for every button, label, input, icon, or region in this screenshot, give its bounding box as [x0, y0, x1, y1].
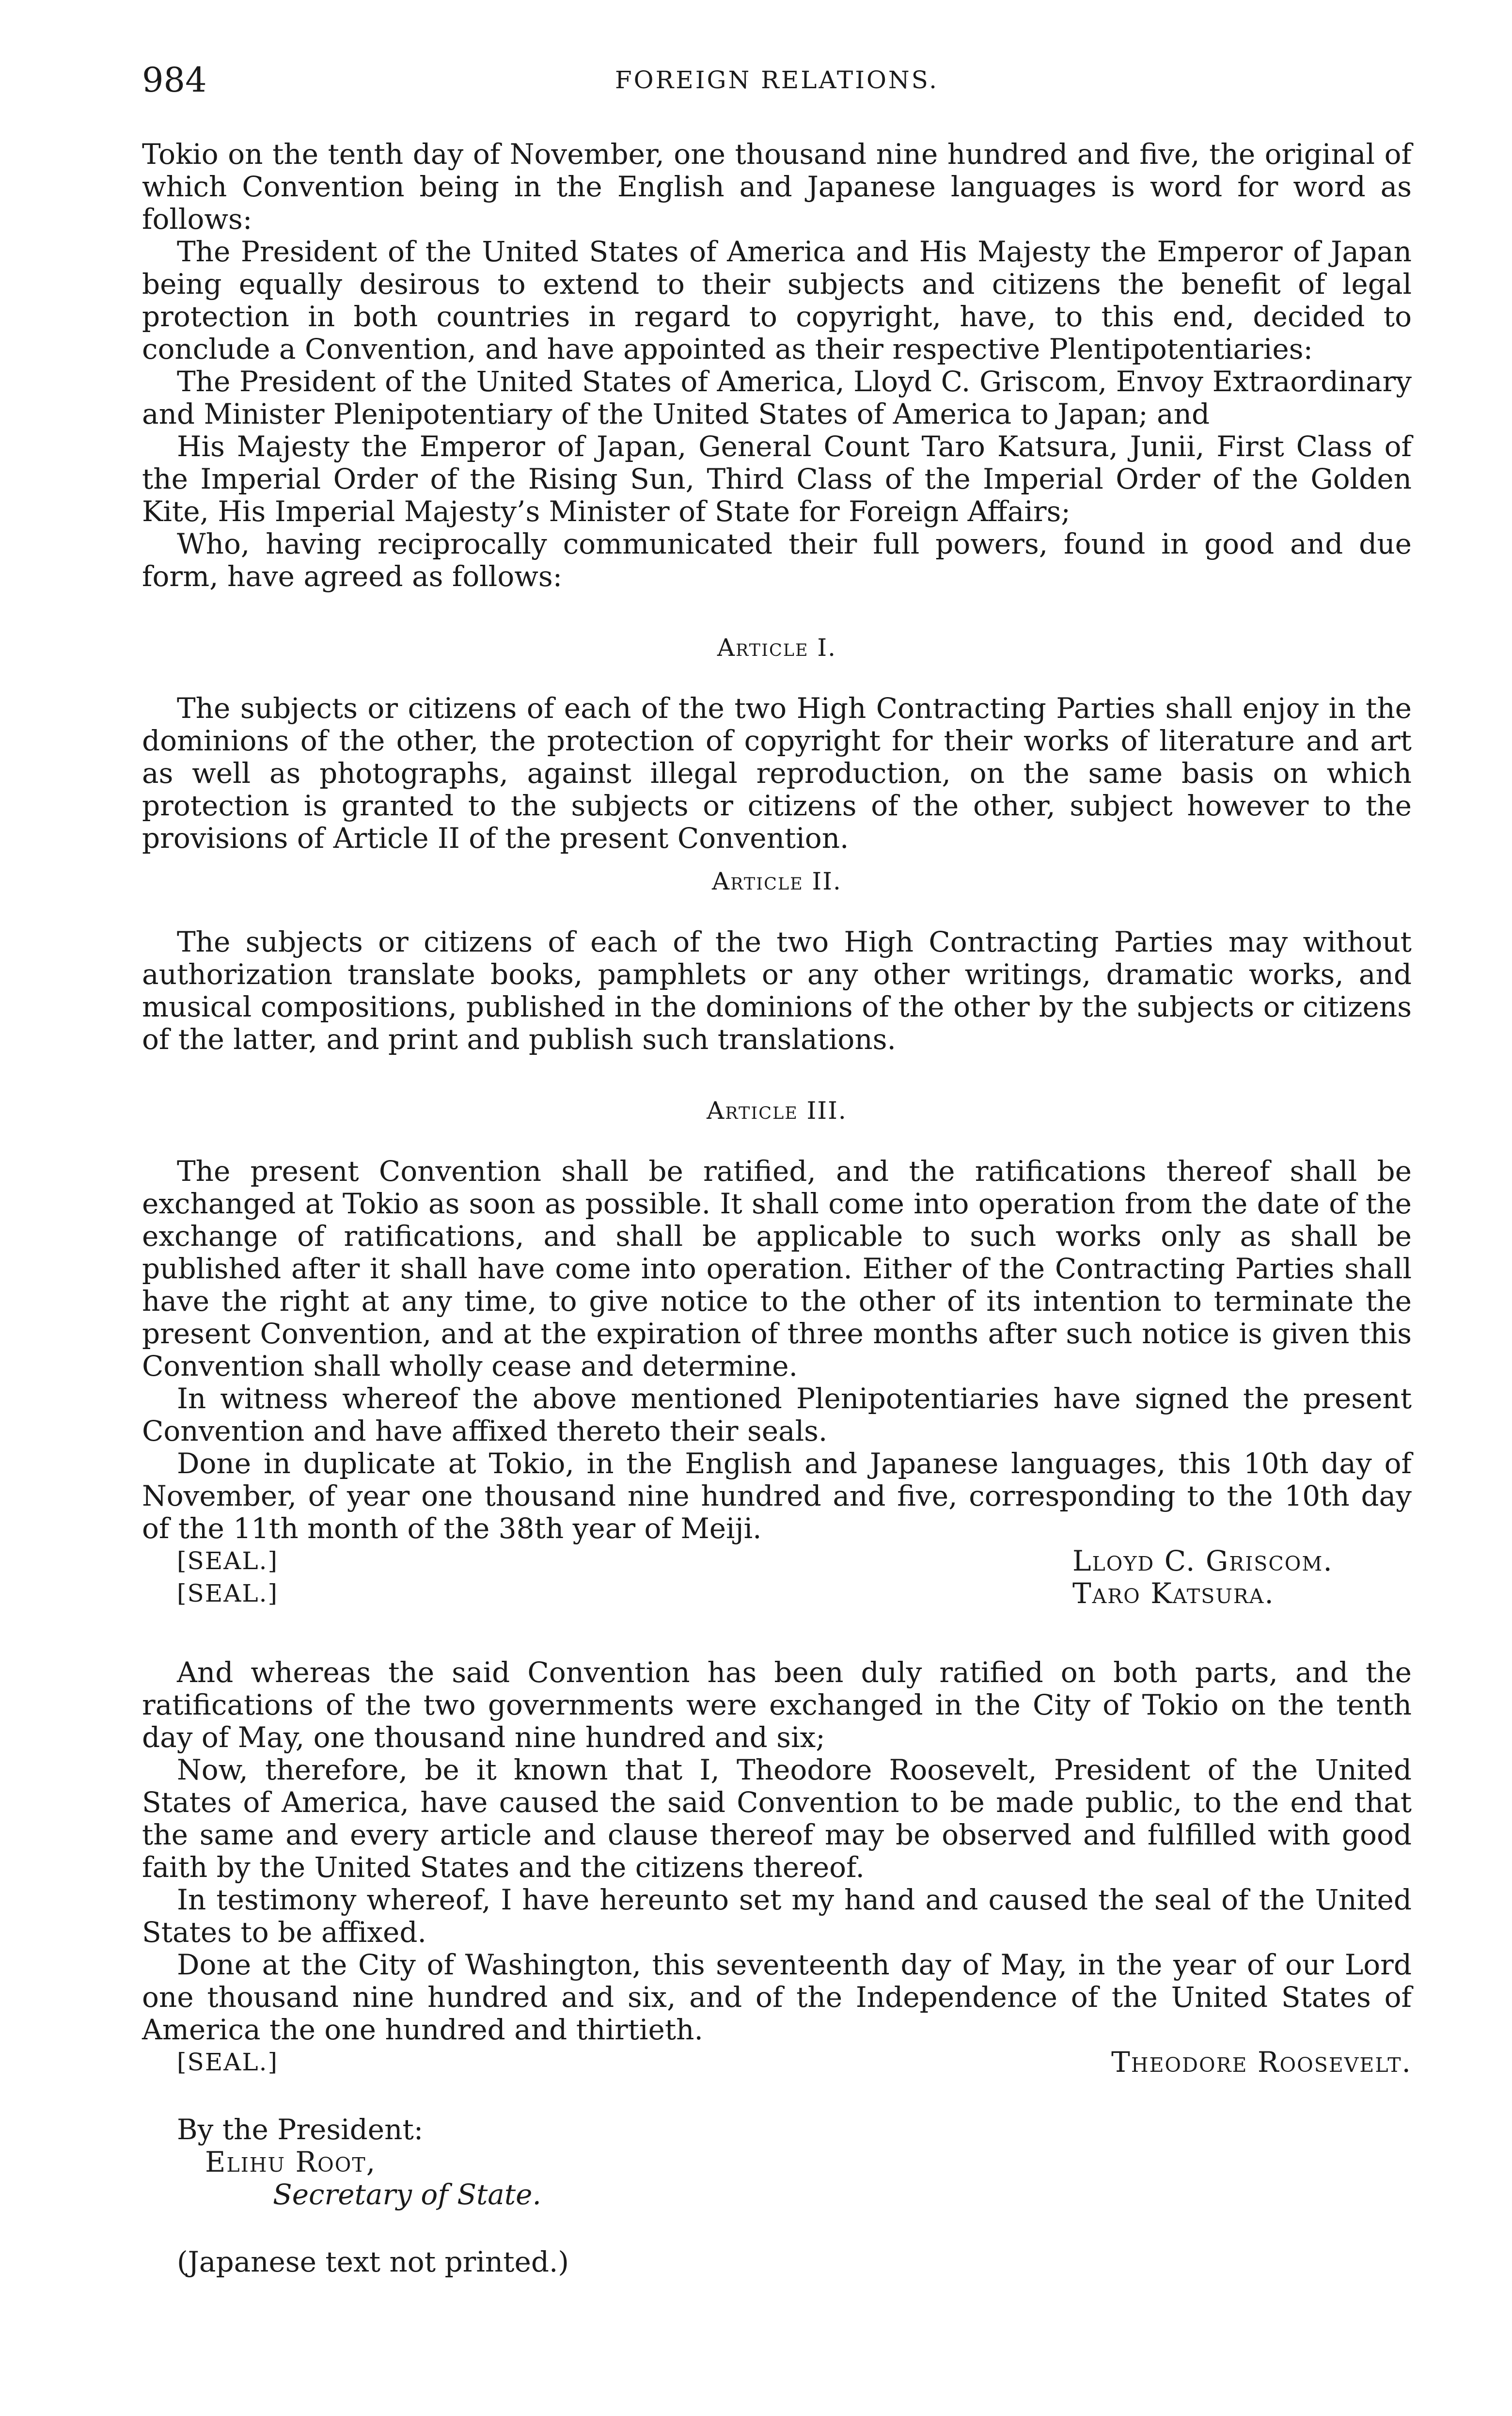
secretary-title: Secretary of State. — [273, 2178, 541, 2211]
document-body — [142, 138, 1412, 2278]
closing-paragraph: Done in duplicate at Tokio, in the English and Japanese languages, this 10th day of November, of year one thousand nine hundred and five, corresponding to the 10th day of the 11th month of the 38th year of Meiji. — [142, 1447, 1412, 1545]
president-name: Theodore Roosevelt. — [1111, 2046, 1412, 2079]
article-text: The subjects or citizens of each of the two High Contracting Parties may without authorization translate books, pamphlets or any other writings, dramatic works, and musical compositions, published in the dominions of the other by the subjects or citizens of the latter, and print and publish such translations. — [142, 925, 1412, 1056]
signatory-name: Taro Katsura. — [1072, 1577, 1275, 1610]
page-header — [142, 53, 1412, 107]
president-signature-row — [142, 2046, 1412, 2079]
running-title: FOREIGN RELATIONS. — [614, 66, 939, 94]
article-text: The present Convention shall be ratified, and the ratifications thereof shall be exchanged at Tokio as soon as possible. It shall come into operation from the date of the exchange of ratifications, and shall be applicable to such works only as shall be published after it shall have come into operation. Either of the Contracting Parties shall have the right at any time, to give notice to the other of its intention to terminate the present Convention, and at the expiration of three months after such notice is given this Convention shall wholly cease and determine. — [142, 1155, 1412, 1383]
intro-paragraph: The President of the United States of America, Lloyd C. Griscom, Envoy Extraordinary and Minister Plenipotentiary of the United States of America to Japan; and — [142, 365, 1412, 430]
intro-paragraph: The President of the United States of America and His Majesty the Emperor of Japan being equally desirous to extend to their subjects and citizens the benefit of legal protection in both countries in regard to copyright, have, to this end, decided to conclude a Convention, and have appointed as their respective Plentipotentiaries: — [142, 235, 1412, 366]
proclamation-paragraph: In testimony whereof, I have hereunto set my hand and caused the seal of the United States to be affixed. — [142, 1883, 1412, 1949]
editorial-note: (Japanese text not printed.) — [177, 2245, 569, 2278]
intro-paragraph: His Majesty the Emperor of Japan, General Count Taro Katsura, Junii, First Class of the Imperial Order of the Rising Sun, Third Class of the Imperial Order of the Golden Kite, His Imperial Majesty’s Minister of State for Foreign Affairs; — [142, 430, 1412, 528]
by-the-president: By the President: — [177, 2113, 424, 2146]
proclamation-paragraph: Done at the City of Washington, this seventeenth day of May, in the year of our Lord one thousand nine hundred and six, and of the Independence of the United States of America the one hundred and thirtieth. — [142, 1948, 1412, 2046]
article-text: The subjects or citizens of each of the two High Contracting Parties shall enjoy in the dominions of the other, the protection of copyright for their works of literature and art as well as photographs, against illegal reproduction, on the same basis on which protection is granted to the subjects or citizens of the other, subject however to the provisions of Article II of the present Convention. — [142, 692, 1412, 855]
page-number: 984 — [142, 60, 207, 100]
secretary-name: Elihu Root, — [205, 2146, 377, 2178]
intro-paragraph: Who, having reciprocally communicated their full powers, found in good and due form, have agreed as follows: — [142, 527, 1412, 593]
signatory-name: Lloyd C. Griscom. — [1072, 1544, 1333, 1577]
proclamation-paragraph: Now, therefore, be it known that I, Theodore Roosevelt, President of the United States of America, have caused the said Convention to be made public, to the end that the same and every article and clause thereof may be observed and fulfilled with good faith by the United States and the citizens thereof. — [142, 1753, 1412, 1884]
seal-mark: [SEAL.] — [177, 1547, 278, 1575]
article-heading: Article III. — [707, 1097, 847, 1125]
spacer — [142, 1610, 1412, 1656]
signature-row — [142, 1545, 1412, 1577]
closing-paragraph: In witness whereof the above mentioned Plenipotentiaries have signed the present Convention and have affixed thereto their seals. — [142, 1382, 1412, 1447]
proclamation-paragraph: And whereas the said Convention has been duly ratified on both parts, and the ratifications of the two governments were exchanged in the City of Tokio on the tenth day of May, one thousand nine hundred and six; — [142, 1656, 1412, 1754]
article-heading: Article II. — [712, 867, 842, 895]
article-heading: Article I. — [717, 634, 837, 662]
seal-mark: [SEAL.] — [177, 2048, 278, 2076]
signature-row — [142, 1577, 1412, 1610]
seal-mark: [SEAL.] — [177, 1579, 278, 1607]
intro-paragraph: Tokio on the tenth day of November, one thousand nine hundred and five, the original of which Convention being in the English and Japanese languages is word for word as follows: — [142, 138, 1412, 236]
